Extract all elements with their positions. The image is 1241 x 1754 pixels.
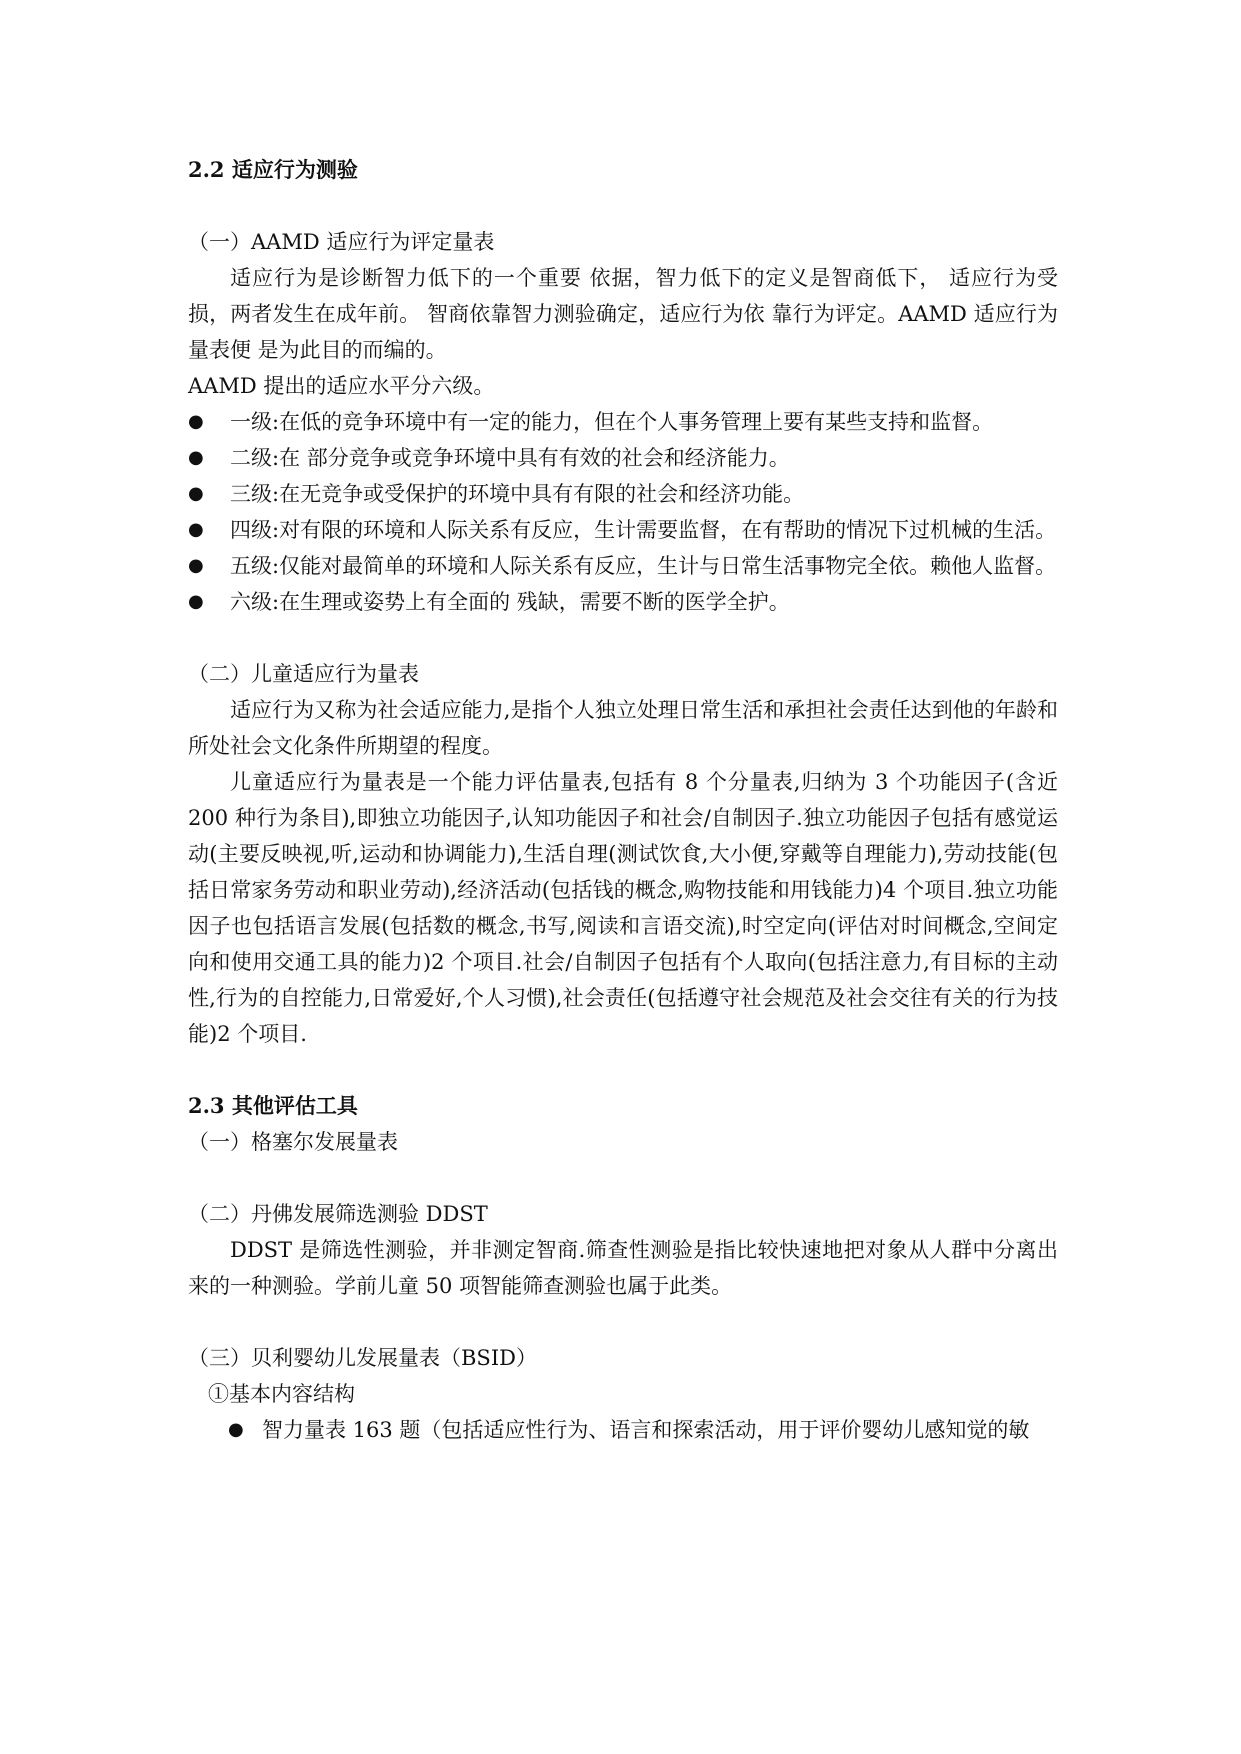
subsection-heading-aamd: （一）AAMD 适应行为评定量表 <box>188 230 495 254</box>
list-item <box>188 440 1058 476</box>
spacer <box>188 620 1058 656</box>
bsid-list <box>188 1412 1058 1448</box>
paragraph-ddst: DDST 是筛选性测验，并非测定智商.筛查性测验是指比较快速地把对象从人群中分离出来的一种测验。学前儿童 50 项智能筛查测验也属于此类。 <box>188 1238 1058 1298</box>
bullet-icon: ● <box>188 591 204 612</box>
bullet-icon: ● <box>188 411 204 432</box>
bullet-icon: ● <box>188 555 204 576</box>
subsection-heading-child-scale: （二）儿童适应行为量表 <box>188 662 419 686</box>
spacer <box>188 1304 1058 1340</box>
document-content <box>188 152 1058 1448</box>
bullet-icon: ● <box>228 1419 244 1440</box>
list-item <box>228 1412 1058 1448</box>
list-item <box>188 548 1058 584</box>
list-item <box>188 512 1058 548</box>
spacer <box>188 1160 1058 1196</box>
bullet-icon: ● <box>188 483 204 504</box>
paragraph-adaptive-behavior: 适应行为是诊断智力低下的一个重要 依据，智力低下的定义是智商低下， 适应行为受损，两者发生在成年前。 智商依靠智力测验确定，适应行为依 靠行为评定。AAMD 适应行为量表便 是为此目的而编的。 <box>188 266 1058 362</box>
bullet-icon: ● <box>188 447 204 468</box>
section-title-2-2: 2.2 适应行为测验 <box>188 157 358 182</box>
bsid-item-text: 智力量表 163 题（包括适应性行为、语言和探索活动，用于评价婴幼儿感知觉的敏 <box>262 1418 1030 1442</box>
level-text: 六级:在生理或姿势上有全面的 残缺，需要不断的医学全护。 <box>230 590 790 614</box>
level-text: 三级:在无竞争或受保护的环境中具有有限的社会和经济功能。 <box>230 482 805 506</box>
list-item <box>188 584 1058 620</box>
list-item <box>188 476 1058 512</box>
subsection-heading-gesell: （一）格塞尔发展量表 <box>188 1130 398 1154</box>
subsection-heading-bsid: （三）贝利婴幼儿发展量表（BSID） <box>188 1346 537 1370</box>
section-title-2-3: 2.3 其他评估工具 <box>188 1093 358 1118</box>
level-text: 二级:在 部分竞争或竞争环境中具有有效的社会和经济能力。 <box>230 446 790 470</box>
list-item <box>188 404 1058 440</box>
bsid-sub-heading: ①基本内容结构 <box>208 1382 355 1406</box>
paragraph-social-adaptation: 适应行为又称为社会适应能力,是指个人独立处理日常生活和承担社会责任达到他的年龄和所处社会文化条件所期望的程度。 <box>188 698 1058 758</box>
level-text: 五级:仅能对最简单的环境和人际关系有反应，生计与日常生活事物完全依。赖他人监督。 <box>230 554 1057 578</box>
paragraph-child-scale-detail: 儿童适应行为量表是一个能力评估量表,包括有 8 个分量表,归纳为 3 个功能因子(含近 200 种行为条目),即独立功能因子,认知功能因子和社会/自制因子.独立功能因子包括有感觉运动(主要反映视,听,运动和协调能力),生活自理(测试饮食,大小便,穿戴等自理能力),劳动技能(包括日常家务劳动和职业劳动),经济活动(包括钱的概念,购物技能和用钱能力)4 个项目.独立功能因子也包括语言发展(包括数的概念,书写,阅读和言语交流),时空定向(评估对时间概念,空间定向和使用交通工具的能力)2 个项目.社会/自制因子包括有个人取向(包括注意力,有目标的主动性,行为的自控能力,日常爱好,个人习惯),社会责任(包括遵守社会规范及社会交往有关的行为技能)2 个项目. <box>188 770 1058 1046</box>
spacer <box>188 188 1058 224</box>
aamd-level-list <box>188 404 1058 620</box>
subsection-heading-ddst: （二）丹佛发展筛选测验 DDST <box>188 1202 488 1226</box>
bullet-icon: ● <box>188 519 204 540</box>
spacer <box>188 1052 1058 1088</box>
level-text: 四级:对有限的环境和人际关系有反应，生计需要监督，在有帮助的情况下过机械的生活。 <box>230 518 1057 542</box>
level-text: 一级:在低的竞争环境中有一定的能力，但在个人事务管理上要有某些支持和监督。 <box>230 410 994 434</box>
paragraph-aamd-levels-intro: AAMD 提出的适应水平分六级。 <box>188 374 495 398</box>
